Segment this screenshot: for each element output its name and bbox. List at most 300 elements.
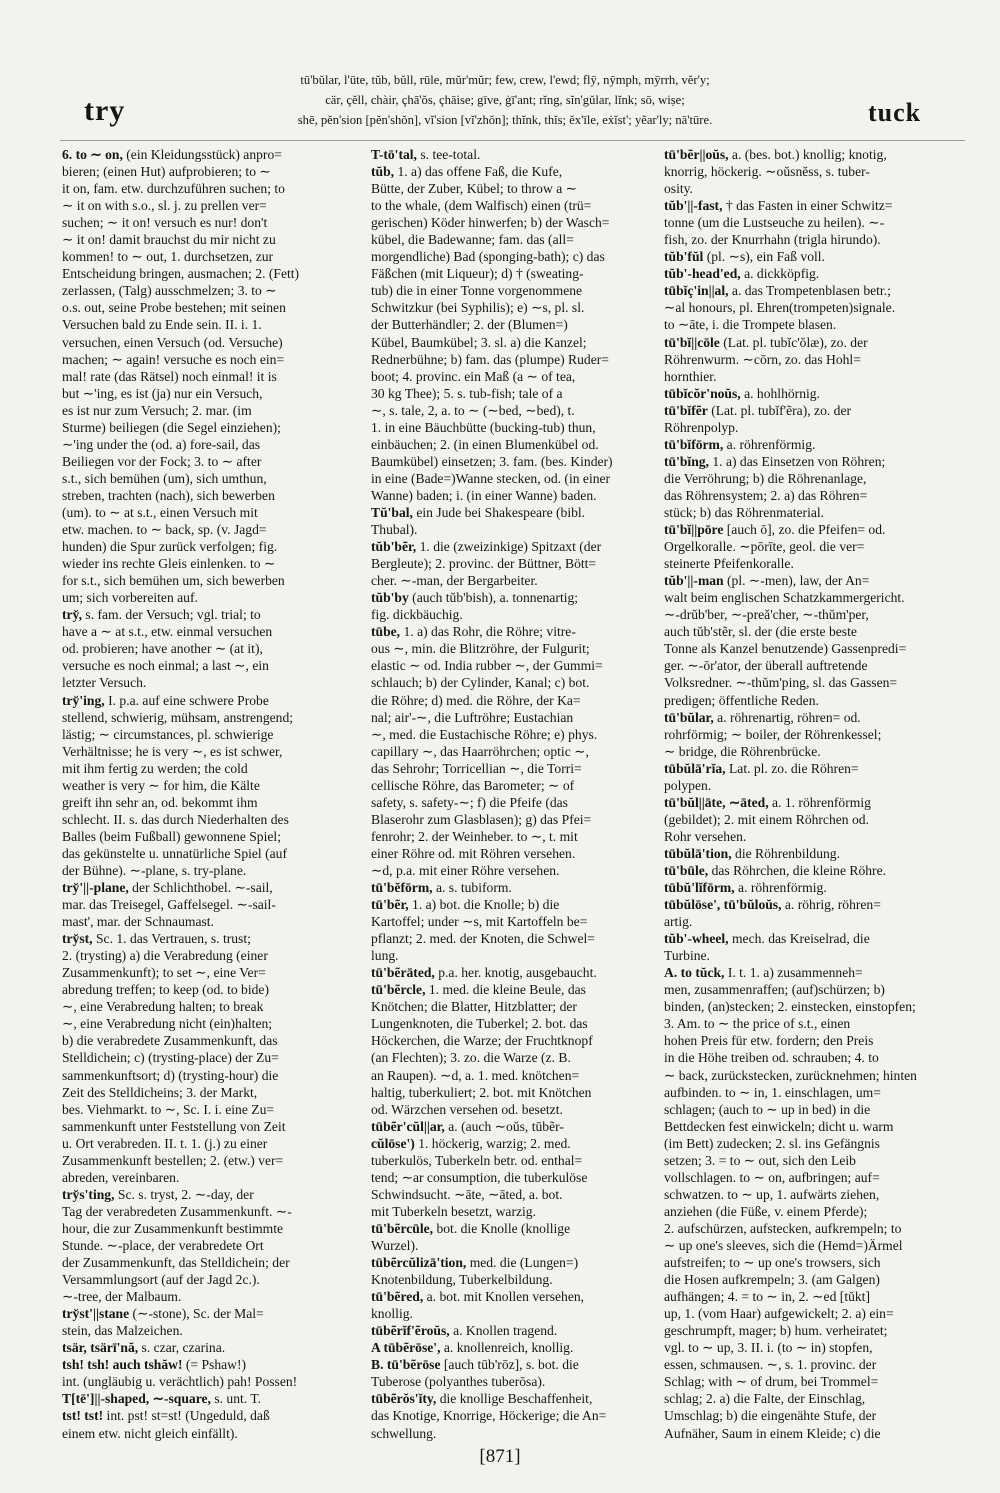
headword: tū'bẽrcūle, — [371, 1220, 434, 1236]
dictionary-line: ∼al honours, pl. Ehren(trompeten)signale. — [664, 300, 896, 316]
dictionary-line: u. Ort verabreden. II. t. 1. (j.) zu einer — [62, 1135, 268, 1151]
entry-text: 1. med. die kleine Beule, das — [425, 982, 586, 998]
dictionary-line: einer Röhre od. mit Röhren versehen. — [371, 845, 576, 861]
dictionary-line — [62, 1305, 362, 1322]
headword: tū'bĭfōrm, — [664, 436, 724, 452]
dictionary-line: Wanne) baden; i. (in einer Wanne) baden. — [371, 487, 597, 503]
dictionary-line: lung. — [371, 948, 399, 964]
dictionary-line: streben, trachten (nach), sich bewerben — [62, 487, 275, 503]
headword: tūbŭ'lĭfōrm, — [664, 880, 735, 896]
entry-text: I. p.a. auf eine schwere Probe — [104, 692, 269, 708]
entry-text: 1. a) bot. die Knolle; b) die — [408, 897, 560, 913]
entry-text: † das Fasten in einer Schwitz= — [722, 198, 893, 214]
dictionary-line — [664, 385, 964, 402]
dictionary-line: Bütte, der Zuber, Kübel; to throw a ∼ — [371, 181, 578, 197]
dictionary-line: mal! rate (das Rätsel) noch einmal! it is — [62, 368, 277, 384]
dictionary-line: 1. in eine Bäuchbütte (bucking-tub) thun, — [371, 419, 596, 435]
dictionary-line — [664, 794, 964, 811]
dictionary-line — [371, 1254, 659, 1271]
headword: tūbŭlā'rĭa, — [664, 760, 726, 776]
dictionary-line: ∼, med. die Eustachische Röhre; e) phys. — [371, 726, 598, 742]
entry-text: (auch tŭb'bish), a. tonnenartig; — [408, 590, 579, 606]
dictionary-line: up, 1. (vom Haar) aufgewickelt; 2. a) ein= — [664, 1306, 894, 1322]
dictionary-line: wieder ins rechte Gleis einlenken. to ∼ — [62, 556, 276, 572]
dictionary-line: o.s. out, seine Probe bestehen; mit seinen — [62, 300, 286, 316]
entry-text: a. (auch ∼oŭs, tūbẽr- — [444, 1118, 564, 1134]
dictionary-line: ∼ it on! damit brauchst du mir nicht zu — [62, 232, 276, 248]
headword: tū'bĭ||pōre — [664, 522, 724, 538]
dictionary-line — [371, 879, 659, 896]
dictionary-line — [664, 572, 964, 589]
headword: try̆, — [62, 607, 83, 623]
headword: T-tō'tal, — [371, 147, 417, 162]
headword: tūbŭlōse', tū'bŭloŭs, — [664, 897, 782, 913]
dictionary-line — [62, 606, 362, 623]
dictionary-line: safety, s. safety-∼; f) die Pfeife (das — [371, 794, 568, 810]
dictionary-line: einbäuchen; 2. (in einen Blumenkübel od. — [371, 436, 599, 452]
headword: B. tū'bẽrōse — [371, 1357, 441, 1373]
entry-text: mech. das Kreiselrad, die — [728, 931, 870, 947]
headword: Tŭ'bal, — [371, 504, 413, 520]
dictionary-line: Schwindsucht. ∼āte, ∼āted, a. bot. — [371, 1186, 563, 1202]
dictionary-line: haltig, tuberkuliert; 2. bot. mit Knötchen — [371, 1084, 592, 1100]
dictionary-line: osity. — [664, 181, 693, 197]
dictionary-line: sammenkunftsort; d) (trysting-hour) die — [62, 1067, 279, 1083]
entry-text: Sc. 1. das Vertrauen, s. trust; — [92, 931, 251, 947]
entry-text: Sc. s. tryst, 2. ∼-day, der — [114, 1186, 254, 1202]
entry-text: 1. höckerig, warzig; 2. med. — [414, 1135, 571, 1151]
headword: tū'bĭng, — [664, 453, 709, 469]
dictionary-line: Schlag; with ∼ of drum, bei Trommel= — [664, 1374, 879, 1390]
dictionary-line: Aufnäher, Saum in einem Kleide; c) die — [664, 1425, 881, 1441]
entry-text: Lat. pl. zo. die Röhren= — [725, 760, 859, 776]
dictionary-line: es ist nur zum Versuch; 2. mar. (im — [62, 402, 252, 418]
dictionary-line: die Hosen aufkrempeln; 3. (am Galgen) — [664, 1272, 880, 1288]
dictionary-line — [371, 964, 659, 981]
dictionary-line: fig. dickbäuchig. — [371, 607, 463, 623]
dictionary-line: knorrig, höckerig. ∼oŭsnĕss, s. tuber- — [664, 164, 870, 180]
entry-text: s. fam. der Versuch; vgl. trial; to — [82, 607, 261, 623]
dictionary-line: Thubal). — [371, 522, 418, 538]
dictionary-line: Blaserohr zum Glasblasen); g) das Pfei= — [371, 811, 592, 827]
dictionary-line: aufstreifen; to ∼ up one's trowsers, sich — [664, 1255, 881, 1271]
dictionary-line — [664, 521, 964, 538]
dictionary-line: hunden) die Spur zurück verfolgen; fig. — [62, 539, 278, 555]
right-guide-word: tuck — [868, 98, 922, 127]
headword: tū'bŭl||āte, ∼āted, — [664, 794, 769, 810]
entry-text: die Röhrenbildung. — [731, 845, 840, 861]
dictionary-line: abreden, vereinbaren. — [62, 1169, 180, 1185]
dictionary-line: Verhältnisse; he is very ∼, es ist schwer, — [62, 743, 283, 759]
dictionary-line: (an Flechten); 3. zo. die Warze (z. B. — [371, 1050, 571, 1066]
dictionary-line: stück; b) das Röhrenmaterial. — [664, 504, 825, 520]
headword: A tūbẽrōse', — [371, 1340, 441, 1356]
dictionary-line: Wurzel). — [371, 1238, 419, 1253]
dictionary-line: schwatzen. to ∼ up, 1. aufwärts ziehen, — [664, 1186, 880, 1202]
entry-text: med. die (Lungen=) — [466, 1255, 579, 1271]
dictionary-line: ∼ bridge, die Röhrenbrücke. — [664, 743, 821, 759]
dictionary-line — [371, 1135, 659, 1152]
headword: tū'bẽred, — [371, 1289, 424, 1305]
column-right — [664, 146, 964, 1442]
dictionary-line: schlag; 2. a) die Falte, der Einschlag, — [664, 1391, 866, 1407]
entry-text: der Schlichthobel. ∼-sail, — [128, 880, 273, 896]
entry-text: a. bot. mit Knollen versehen, — [423, 1289, 585, 1305]
entry-text: a. 1. röhrenförmig — [768, 794, 871, 810]
headword: tū'būle, — [664, 862, 709, 878]
dictionary-line: machen; ∼ again! versuche es noch ein= — [62, 351, 285, 367]
entry-text: I. t. 1. a) zusammenneh= — [724, 965, 863, 981]
entry-text: (Lat. pl. tubĭf'ẽra), zo. der — [707, 402, 852, 418]
dictionary-line: Bergleute); 2. provinc. der Büttner, Bött= — [371, 556, 597, 572]
dictionary-line: men, zusammenraffen; (auf)schürzen; b) — [664, 982, 885, 998]
dictionary-line: mar. das Treisegel, Gaffelsegel. ∼-sail- — [62, 897, 276, 913]
dictionary-line — [371, 504, 659, 521]
dictionary-line — [371, 981, 659, 998]
dictionary-line: kübel, die Badewanne; fam. das (all= — [371, 232, 574, 248]
headword: try̆'||-plane, — [62, 880, 129, 896]
dictionary-line — [371, 896, 659, 913]
dictionary-line — [664, 845, 964, 862]
dictionary-line: 30 kg Thee); 5. s. tub-fish; tale of a — [371, 385, 563, 401]
page-number: [871] — [479, 1446, 521, 1467]
headword: tŭb'||-man — [664, 573, 724, 589]
dictionary-line: Volksredner. ∼-thŭm'ping, sl. das Gassen= — [664, 675, 898, 691]
headword: tū'bĕfōrm, — [371, 880, 433, 896]
dictionary-line: tonne (um die Lustseuche zu heilen). ∼- — [664, 215, 885, 231]
dictionary-line — [371, 623, 659, 640]
dictionary-line — [62, 1339, 362, 1356]
headword: tūbẽr'cŭl||ar, — [371, 1118, 445, 1134]
dictionary-line — [664, 248, 964, 265]
dictionary-line: Fäßchen (mit Liqueur); d) † (sweating- — [371, 266, 584, 282]
entry-text: a. Knollen tragend. — [449, 1323, 558, 1339]
headword: tūbĭç'in||al, — [664, 283, 729, 299]
dictionary-line: (um). to ∼ at s.t., einen Versuch mit — [62, 504, 258, 520]
pronunciation-key-line: shē, pĕn'sion [pĕn'shŏn], vĭ'sion [vĭ'zhŏn]; thĭnk, thĭs; ĕx'īle, eẋĭst'; yẽar'ly; nā'tūre. — [297, 113, 713, 127]
dictionary-line — [664, 709, 964, 726]
dictionary-line — [371, 1390, 659, 1407]
dictionary-line: stellend, schwierig, mühsam, anstrengend; — [62, 709, 294, 725]
entry-text: [auch tūb'rōz], s. bot. die — [440, 1357, 579, 1373]
dictionary-line — [664, 930, 964, 947]
dictionary-line: der Bühne). ∼-plane, s. try-plane. — [62, 862, 247, 878]
dictionary-line: letzter Versuch. — [62, 675, 147, 691]
dictionary-line: but ∼'ing, es ist (ja) nur ein Versuch, — [62, 385, 263, 401]
dictionary-line: od. Wärzchen versehen od. besetzt. — [371, 1101, 563, 1117]
dictionary-line: die Verröhrung; b) die Röhrenanlage, — [664, 470, 867, 486]
dictionary-line: Baumkübel) einsetzen; 3. fam. (bes. Kinder) — [371, 453, 613, 469]
dictionary-line: Balles (beim Fußball) gewonnene Spiel; — [62, 828, 281, 844]
dictionary-line: ∼, eine Verabredung halten; to break — [62, 999, 264, 1015]
dictionary-line — [664, 282, 964, 299]
dictionary-line: 2. (trysting) a) die Verabredung (einer — [62, 948, 268, 964]
dictionary-line: die Röhre; d) med. die Röhre, der Ka= — [371, 692, 581, 708]
dictionary-line: Umschlag; b) die eingenähte Stufe, der — [664, 1408, 877, 1424]
dictionary-line — [371, 589, 659, 606]
entry-text: 1. a) das Einsetzen von Röhren; — [708, 453, 886, 469]
dictionary-line: abredung treffen; to keep (od. to bide) — [62, 982, 269, 998]
dictionary-line: schlagen; (auch to ∼ up in bed) in die — [664, 1101, 871, 1117]
dictionary-line: Tuberose (polyanthes tuberōsa). — [371, 1374, 546, 1390]
headword: tū'bŭlar, — [664, 709, 714, 725]
dictionary-line: Bettdecken fest einwickeln; dicht u. warm — [664, 1118, 894, 1134]
headword: tūbŭlā'tion, — [664, 845, 732, 861]
entry-text: das Röhrchen, die kleine Röhre. — [708, 862, 887, 878]
entry-text: a. röhrig, röhren= — [781, 897, 881, 913]
dictionary-line: Höckerchen, die Warze; der Fruchtknopf — [371, 1033, 593, 1049]
dictionary-line: capillary ∼, das Haarröhrchen; optic ∼, — [371, 743, 589, 759]
dictionary-line: sammenkunft unter Feststellung von Zeit — [62, 1118, 286, 1134]
dictionary-line: boot; 4. provinc. ein Maß (a ∼ of tea, — [371, 368, 576, 384]
dictionary-line — [664, 964, 964, 981]
dictionary-line: Knötchen; die Blatter, Hitzblatter; der — [371, 999, 577, 1015]
dictionary-line: mast', mar. der Schnaumast. — [62, 914, 214, 930]
dictionary-line: fish, zo. der Knurrhahn (trigla hirundo). — [664, 232, 881, 248]
entry-text: [auch ō], zo. die Pfeifen= od. — [723, 522, 886, 538]
headword: tŭb'fŭl — [664, 249, 704, 265]
dictionary-line: ous ∼, min. die Blitzröhre, der Fulgurit; — [371, 641, 590, 657]
dictionary-line: Turbine. — [664, 948, 710, 964]
entry-text: (pl. ∼-men), law, der An= — [723, 573, 870, 589]
dictionary-line: Röhrenwurm. ∼cōrn, zo. das Hohl= — [664, 351, 861, 367]
dictionary-line — [664, 402, 964, 419]
dictionary-line — [62, 930, 362, 947]
header-rule — [60, 140, 965, 141]
dictionary-line: etw. machen. to ∼ back, sp. (v. Jagd= — [62, 522, 267, 538]
dictionary-line — [371, 1339, 659, 1356]
dictionary-line — [371, 1288, 659, 1305]
dictionary-line — [664, 896, 964, 913]
headword: tūbẽrĭf'ẽroŭs, — [371, 1323, 450, 1339]
dictionary-line — [371, 1220, 659, 1237]
dictionary-line: vollschlagen. to ∼ on, aufbringen; auf= — [664, 1169, 880, 1185]
dictionary-line: versuchen, einen Versuch (od. Versuche) — [62, 334, 283, 350]
dictionary-line — [664, 197, 964, 214]
headword: tū'bẽr||oŭs, — [664, 147, 729, 162]
entry-text: a. hohlhörnig. — [740, 385, 820, 401]
headword: A. to tŭck, — [664, 965, 725, 981]
dictionary-line: knollig. — [371, 1306, 413, 1322]
dictionary-line: have a ∼ at s.t., etw. einmal versuchen — [62, 624, 273, 640]
dictionary-line: to ∼āte, i. die Trompete blasen. — [664, 317, 837, 333]
dictionary-line: predigen; öffentliche Reden. — [664, 692, 819, 708]
dictionary-line: hour, die zur Zusammenkunft bestimmte — [62, 1220, 284, 1236]
entry-text: a. röhrenförmig. — [723, 436, 816, 452]
dictionary-line: in die Höhe treiben od. schrauben; 4. to — [664, 1050, 879, 1066]
dictionary-line: Zusammenkunft); to set ∼, eine Ver= — [62, 965, 266, 981]
dictionary-line: Beiliegen vor der Fock; 3. to ∼ after — [62, 453, 262, 469]
dictionary-line: kommen! to ∼ out, 1. durchsetzen, zur — [62, 249, 274, 265]
entry-text: bot. die Knolle (knollige — [433, 1220, 571, 1236]
headword: tŭb'-wheel, — [664, 931, 729, 947]
headword: tsh! tsh! auch tshăw! — [62, 1357, 183, 1373]
headword: tŭb, — [371, 164, 395, 180]
dictionary-line — [62, 692, 362, 709]
headword: 6. to ∼ on, — [62, 147, 123, 162]
entry-text: (∼-stone), Sc. der Mal= — [129, 1306, 264, 1322]
dictionary-line — [62, 1407, 362, 1424]
dictionary-line: nal; air'-∼, die Luftröhre; Eustachian — [371, 709, 574, 725]
dictionary-line — [664, 146, 964, 163]
dictionary-line: das gekünstelte u. unnatürliche Spiel (auf — [62, 845, 287, 861]
dictionary-line: ∼d, p.a. mit einer Röhre versehen. — [371, 862, 560, 878]
dictionary-line: bes. Viehmarkt. to ∼, Sc. I. i. eine Zu= — [62, 1101, 275, 1117]
dictionary-line: Tonne als Kanzel benutzende) Gassenpredi= — [664, 641, 907, 657]
dictionary-line: ∼-tree, der Malbaum. — [62, 1289, 182, 1305]
dictionary-line: cher. ∼-man, der Bergarbeiter. — [371, 573, 538, 589]
column-left — [62, 146, 362, 1442]
pronunciation-key-line: cär, çĕll, chàir, çhā'ŏs, çhāise; gīve, ġī'ant; rĭng, sĭn'gŭlar, lĭnk; sō, wiṣe; — [325, 93, 685, 107]
dictionary-line: to the whale, (dem Walfisch) einen (trü= — [371, 198, 592, 214]
entry-text: (ein Kleidungsstück) anpro= — [122, 147, 282, 162]
dictionary-line — [664, 265, 964, 282]
dictionary-line — [664, 334, 964, 351]
dictionary-line: das Knotige, Knorrige, Höckerige; die An= — [371, 1408, 607, 1424]
headword: try̆'ing, — [62, 692, 105, 708]
dictionary-line: schlecht. II. s. das durch Niederhalten des — [62, 811, 289, 827]
dictionary-line: ∼'ing under the (od. a) fore-sail, das — [62, 436, 261, 452]
column-middle — [371, 146, 659, 1442]
dictionary-line: Versammlungsort (auf der Jagd 2c.). — [62, 1272, 260, 1288]
dictionary-line: an Raupen). ∼d, a. 1. med. knötchen= — [371, 1067, 580, 1083]
dictionary-line: mit Tuberkeln besetzt, warzig. — [371, 1203, 536, 1219]
dictionary-line: Rednerbühne; b) fam. das (plumpe) Ruder= — [371, 351, 609, 367]
dictionary-line: ∼ back, zurückstecken, zurücknehmen; hinten — [664, 1067, 917, 1083]
dictionary-line — [664, 453, 964, 470]
entry-text: (pl. ∼s), ein Faß voll. — [703, 249, 825, 265]
dictionary-line: gerischen) Köder hinwerfen; b) der Wasch= — [371, 215, 610, 231]
entry-text: s. czar, czarina. — [138, 1340, 226, 1356]
entry-text: a. röhrenartig, röhren= od. — [713, 709, 861, 725]
dictionary-line: Tag der verabredeten Zusammenkunft. ∼- — [62, 1203, 292, 1219]
entry-text: a. s. tubiform. — [432, 880, 512, 896]
entry-text: p.a. her. knotig, ausgebaucht. — [434, 965, 597, 981]
dictionary-line: schwellung. — [371, 1425, 437, 1441]
dictionary-line: ∼, eine Verabredung nicht (ein)halten; — [62, 1016, 273, 1032]
dictionary-line — [62, 146, 362, 163]
dictionary-line: lästig; ∼ circumstances, pl. schwierige — [62, 726, 274, 742]
dictionary-line: ∼ up one's sleeves, sich die (Hemd=)Ärmel — [664, 1238, 903, 1253]
entry-text: s. tee-total. — [416, 147, 481, 162]
dictionary-line: 3. Am. to ∼ the price of s.t., einen — [664, 1016, 851, 1032]
dictionary-line: ∼, s. tale, 2, a. to ∼ (∼bed, ∼bed), t. — [371, 402, 575, 418]
dictionary-line — [664, 436, 964, 453]
dictionary-line: geschrumpft, mager; b) hum. verheiratet; — [664, 1323, 888, 1339]
dictionary-line: tuberkulös, Tuberkeln betr. od. enthal= — [371, 1152, 583, 1168]
dictionary-line: auch tŭb'stẽr, sl. der (die erste beste — [664, 624, 857, 640]
dictionary-line: um; sich vorbereiten auf. — [62, 590, 198, 606]
dictionary-line: Versuchen bald zu Ende sein. II. i. 1. — [62, 317, 262, 333]
dictionary-line: ∼-drŭb'ber, ∼-preă'cher, ∼-thŭm'per, — [664, 607, 869, 623]
dictionary-line: Knotenbildung, Tuberkelbildung. — [371, 1272, 553, 1288]
dictionary-line: Kartoffel; under ∼s, mit Kartoffeln be= — [371, 914, 588, 930]
headword: try̆st, — [62, 931, 93, 947]
dictionary-line: schlauch; b) der Cylinder, Kanal; c) bot. — [371, 675, 590, 691]
dictionary-line: Rohr versehen. — [664, 828, 747, 844]
entry-text: 1. die (zweizinkige) Spitzaxt (der — [416, 539, 602, 555]
dictionary-line: od. probieren; have another ∼ (at it), — [62, 641, 263, 657]
headword: tū'bẽrāted, — [371, 965, 435, 981]
entry-text: a. das Trompetenblasen betr.; — [728, 283, 891, 299]
dictionary-line: pflanzt; 2. med. der Knoten, die Schwel= — [371, 931, 595, 947]
dictionary-line — [371, 163, 659, 180]
dictionary-line: aufhängen; 4. = to ∼ in, 2. ∼ed [tŭkt] — [664, 1289, 870, 1305]
dictionary-line: bieren; (einen Hut) aufprobieren; to ∼ — [62, 164, 271, 180]
dictionary-line — [664, 862, 964, 879]
dictionary-line: fenrohr; 2. der Weinheber. to ∼, t. mit — [371, 828, 578, 844]
dictionary-line: binden, (an)stecken; 2. einstecken, einstopfen; — [664, 999, 916, 1015]
dictionary-line: zerlassen, (Talg) ausschmelzen; 3. to ∼ — [62, 283, 277, 299]
headword: tū'bĭfẽr — [664, 402, 708, 418]
headword: cŭlōse') — [371, 1135, 415, 1151]
dictionary-line — [371, 1118, 659, 1135]
headword: tūbẽrcŭlizā'tion, — [371, 1255, 467, 1271]
left-guide-word: try — [84, 94, 126, 127]
headword: tū'bẽr, — [371, 897, 409, 913]
pronunciation-key-line: tū'bŭlar, l'ūte, tŭb, bŭll, rūle, mŭr'mŭr; few, crew, l'ewd; flȳ, nȳmph, mȳrrh, vĕr'y; — [300, 73, 710, 87]
dictionary-line: der Butterhändler; 2. der (Blumen=) — [371, 317, 568, 333]
dictionary-line: hohen Preis für etw. fordern; den Preis — [664, 1033, 874, 1049]
entry-text: (= Pshaw!) — [182, 1357, 247, 1373]
dictionary-line: cellische Röhre, das Barometer; ∼ of — [371, 777, 575, 793]
headword: tŭb'-head'ed, — [664, 266, 741, 282]
headword: try̆st'||stane — [62, 1306, 130, 1322]
entry-text: (Lat. pl. tubĭc'ŏlæ), zo. der — [719, 334, 868, 350]
dictionary-line: elastic ∼ od. India rubber ∼, der Gummi= — [371, 658, 603, 674]
dictionary-line: polypen. — [664, 777, 712, 793]
dictionary-line: Orgelkoralle. ∼pōrīte, geol. die ver= — [664, 539, 865, 555]
dictionary-line: walt beim englischen Schatzkammergericht. — [664, 590, 905, 606]
dictionary-line — [664, 760, 964, 777]
dictionary-line: Lungenknoten, die Tuberkel; 2. bot. das — [371, 1016, 588, 1032]
entry-text: 1. a) das Rohr, die Röhre; vitre- — [400, 624, 576, 640]
headword: tsär, tsärī'nă, — [62, 1340, 139, 1356]
headword: tŭb'bẽr, — [371, 539, 417, 555]
dictionary-line: artig. — [664, 914, 693, 930]
dictionary-line: Röhrenpolyp. — [664, 419, 739, 435]
dictionary-line: it on, fam. etw. durchzuführen suchen; to — [62, 181, 285, 197]
dictionary-line — [371, 538, 659, 555]
entry-text: die knollige Beschaffenheit, — [436, 1391, 593, 1407]
entry-text: int. pst! st=st! (Ungeduld, daß — [103, 1408, 270, 1424]
headword: try̆s'ting, — [62, 1186, 115, 1202]
dictionary-line: essen, schmausen. ∼, s. 1. provinc. der — [664, 1357, 877, 1373]
dictionary-line: morgendliche) Bad (sponging-bath); c) das — [371, 249, 605, 265]
entry-text: 1. a) das offene Faß, die Kufe, — [394, 164, 563, 180]
dictionary-line: weather is very ∼ for him, die Kälte — [62, 777, 260, 793]
dictionary-line — [62, 1356, 362, 1373]
dictionary-line: rohrförmig; ∼ boiler, der Röhrenkessel; — [664, 726, 882, 742]
headword: tū'bẽrcle, — [371, 982, 426, 998]
headword: tŭb'||-fast, — [664, 198, 723, 214]
entry-text: a. röhrenförmig. — [734, 880, 827, 896]
dictionary-line: s.t., sich bemühen (um), sich umthun, — [62, 470, 267, 486]
dictionary-line — [62, 879, 362, 896]
entry-text: s. unt. T. — [210, 1391, 262, 1407]
dictionary-line: vgl. to ∼ up, 3. II. i. (to ∼ in) stopfen, — [664, 1340, 873, 1356]
dictionary-line: Sturme) beiliegen (die Segel einziehen); — [62, 419, 281, 435]
dictionary-line: der Zusammenkunft, das Stelldichein; der — [62, 1255, 290, 1271]
headword: tst! tst! — [62, 1408, 104, 1424]
dictionary-line: in eine (Bade=)Wanne stecken, od. (in einer — [371, 470, 611, 486]
dictionary-line: das Röhrensystem; 2. a) das Röhren= — [664, 487, 868, 503]
dictionary-line: Schwitzkur (bei Syphilis); e) ∼s, pl. sl. — [371, 300, 585, 316]
dictionary-line — [371, 1356, 659, 1373]
headword: tū'bĭ||cōle — [664, 334, 720, 350]
dictionary-line: b) die verabredete Zusammenkunft, das — [62, 1033, 278, 1049]
entry-text: ein Jude bei Shakespeare (bibl. — [412, 504, 586, 520]
